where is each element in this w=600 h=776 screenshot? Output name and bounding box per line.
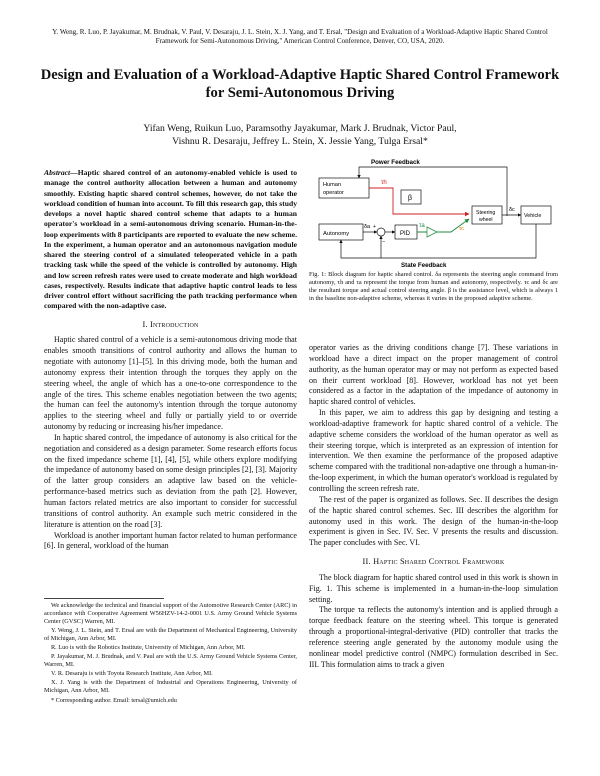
vehicle-label: Vehicle	[524, 213, 542, 219]
footnote-acknowledgment: We acknowledge the technical and financial support of the Automotive Research Center (ARC) in accordance with Cooperative Agreement W56HZV-14-2-0001 U.S. Army Ground Vehicle Systems Center (GVSC) Warren, MI.	[44, 602, 297, 626]
beta-label: β	[408, 195, 413, 202]
power-feedback-label: Power Feedback	[371, 159, 420, 166]
footnote-affiliation: Y. Weng, J. L. Stein, and T. Ersal are with the Department of Mechanical Engineering, University of Michigan, Ann Arbor, MI.	[44, 627, 297, 643]
human-operator-label: Human	[323, 182, 342, 188]
section-1-heading: I. Introduction	[142, 319, 199, 329]
autonomy-label: Autonomy	[323, 231, 350, 237]
steering-wheel-label: Steering	[476, 210, 496, 216]
pid-label: PID	[400, 231, 411, 237]
steering-wheel-label-2: wheel	[479, 217, 493, 223]
authors-line-2: Vishnu R. Desaraju, Jeffrey L. Stein, X. Jessie Yang, Tulga Ersal*	[172, 136, 428, 148]
tau-h-label: τh	[381, 180, 387, 186]
framework-paragraph-2: The torque τa reflects the autonomy's intention and is applied through a torque feedback feature on the steering wheel. This torque is generated through a proportional-integral-derivative (PID) controller that tracks the reference steering angle generated by the autonomy module using the nonlinear model predictive control (NMPC) formulation described in Sec. III. This formulation aims to track a given	[309, 605, 558, 669]
block-diagram-svg	[309, 156, 558, 270]
authors-line-1: Yifan Weng, Ruikun Luo, Paramsothy Jayakumar, Mark J. Brudnak, Victor Paul,	[143, 123, 457, 134]
tau-a-signal-2	[437, 219, 469, 232]
footnote-affiliation: P. Jayakumar, M. J. Brudnak, and V. Paul are with the U.S. Army Ground Vehicle Systems Center, Warren, MI.	[44, 653, 297, 669]
plus-sign: +	[373, 224, 376, 230]
footnote-affiliation: V. R. Desaraju is with Toyota Research Institute, Ann Arbor, MI.	[51, 670, 213, 678]
state-feedback-line	[341, 224, 536, 258]
figure-1-block-diagram	[309, 156, 558, 270]
state-feedback-label: State Feedback	[401, 262, 447, 269]
intro-paragraph-3: Workload is another important human factor related to human performance [6]. In general, workload of the human	[44, 530, 297, 551]
right-column	[309, 343, 558, 670]
abstract-text: —Haptic shared control of an autonomy-enabled vehicle is used to manage the control authority allocation between a human and autonomy smoothly. Existing haptic shared control schemes, however, do not take the workload condition of human into account. To fill this research gap, this study develops a novel haptic shared control scheme that adapts to a human operator's workload in a semi-autonomous driving scenario. Human-in-the-loop experiments with 8 participants are reported to evaluate the new scheme. In the experiment, a human operator and an autonomous navigation module shared the steering control of a simulated teleoperated vehicle in a path tracking task while the speed of the vehicle is controlled by autonomy. High and low screen refresh rates were used to create moderate and high workload cases, respectively. Results indicate that adaptive haptic control leads to less driver control effort without sacrificing the path tracking performance when compared with the non-adaptive case.	[44, 168, 297, 311]
citation-header: Y. Weng, R. Luo, P. Jayakumar, M. Brudnak, V. Paul, V. Desaraju, J. L. Stein, X. J. Yang, and T. Ersal, "Design and Evaluation of a Workload-Adaptive Haptic Shared Control Framework for Semi-Autonomous Driving," American Control Conference, Denver, CO, USA, 2020.	[52, 28, 548, 46]
delta-a-label: δa	[364, 224, 371, 230]
framework-paragraph-1: The block diagram for haptic shared control used in this work is shown in Fig. 1. This scheme is implemented in a human-in-the-loop simulation setting.	[309, 572, 558, 604]
tau-a-label: τa	[419, 223, 425, 229]
intro-paragraph-5: The rest of the paper is organized as follows. Sec. II describes the design of the haptic shared control schemes. Sec. III describes the algorithm for autonomy used in this work. The design of the human-in-the-loop experiment is given in Sec. IV. Sec. V presents the results and discussion. The paper concludes with Sec. VI.	[309, 494, 558, 548]
section-2-heading: II. Haptic Shared Control Framework	[362, 557, 505, 567]
footnote-affiliation: X. J. Yang is with the Department of Industrial and Operations Engineering, University of Michigan, Ann Arbor, MI.	[44, 679, 297, 695]
tau-c-label: τc	[459, 226, 464, 232]
footnote-divider	[44, 598, 164, 599]
minus-sign: −	[382, 239, 386, 245]
abstract-label: Abstract	[44, 168, 71, 177]
footnote-affiliation: R. Luo is with the Robotics Institute, University of Michigan, Ann Arbor, MI.	[51, 644, 246, 652]
intro-paragraph-4: In this paper, we aim to address this gap by designing and testing a workload-adaptive framework for haptic shared control of a vehicle. The adaptive scheme considers the workload of the human operator as well as their steering torque, which is interpreted as an expression of intention for intervention. We then examine the performance of the proposed adaptive scheme compared with the traditional non-adaptive one through a human-in-the-loop experiment, in which the human operator's workload is regulated by controlling the screen refresh rate.	[309, 408, 558, 493]
human-operator-label-2: operator	[323, 190, 344, 196]
paper-title: Design and Evaluation of a Workload-Adaptive Haptic Shared Control Framework for Semi-Autonomous Driving	[40, 67, 560, 101]
footnote-corresponding-author: * Corresponding author. Email: tersal@umich.edu	[51, 696, 177, 704]
abstract	[44, 168, 297, 312]
intro-paragraph-2: In haptic shared control, the impedance of autonomy is also critical for the negotiation and considered as a design parameter. Some research efforts focus on the fixed impedance scheme [1], [4], [5], while others explore modifying the impedance of autonomy based on some design principles [2], [3]. Majority of the latter group considers an adaptive law based on the vehicle-performance-based metrics such as deviation from the path [2]. However, human factors related metrics are also important to consider for successful transitions of control authority. An example such metric considered in the literature is attention on the road [3].	[44, 432, 297, 529]
left-column	[44, 168, 297, 552]
figure-caption: Fig. 1: Block diagram for haptic shared control. δa represents the steering angle command from autonomy, τh and τa represent the torque from human and autonomy, respectively. τc and δc are the resultant torque and actual control steering angle. β is the assistance level, which is always 1 in the baseline non-adaptive scheme, whereas it varies in the proposed adaptive scheme.	[309, 271, 558, 303]
intro-paragraph-3-cont: operator varies as the driving conditions change [7]. These variations in workload have a direct impact on the proper management of control authority, as the human operator may or may not perform as expected based on their current workload [8]. However, workload has not yet been considered as a factor in the adaptation of the impedance of autonomy in haptic shared control of vehicles.	[309, 343, 558, 407]
gain-triangle	[427, 227, 437, 237]
summing-junction	[377, 228, 385, 236]
intro-paragraph-1: Haptic shared control of a vehicle is a semi-autonomous driving mode that enables smooth transitions of control authority and allows the human to negotiate with autonomy [1]–[5]. In this driving mode, both the human and autonomy express their intention through the torques they apply on the steering wheel, the angle of which has a one-to-one correspondence to the angle of the tires. This scheme enables negotiation between the two agents; the human can feel the autonomy's intention through the torque autonomy applies to the steering wheel and fully or partially yield to or override autonomy by reducing or increasing his/her impedance.	[44, 335, 297, 432]
footnotes	[44, 602, 297, 706]
author-list	[40, 122, 560, 148]
delta-c-label: δc	[509, 207, 515, 213]
